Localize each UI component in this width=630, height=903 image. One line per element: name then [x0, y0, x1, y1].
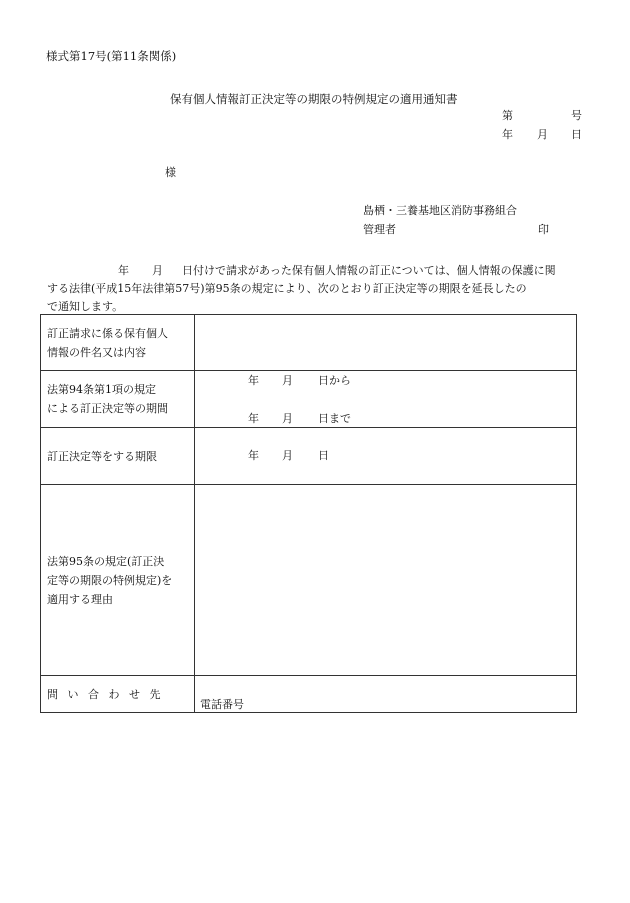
contact-label-char: 先 [149, 687, 161, 701]
subject-value[interactable] [195, 315, 577, 371]
subject-label-line-1: 訂正請求に係る保有個人 [47, 326, 168, 340]
contact-value[interactable] [195, 676, 577, 713]
addressee-honorific: 様 [165, 166, 176, 179]
period-to-month: 月 [282, 412, 293, 425]
notice-line-2: する法律(平成15年法律第57号)第95条の規定により、次のとおり訂正決定等の期限を延長したの [47, 282, 527, 295]
reason-label-line-2: 定等の期限の特例規定)を [47, 573, 173, 587]
notice-month: 月 [152, 264, 163, 277]
contact-label [41, 676, 195, 713]
period-from-month: 月 [282, 374, 293, 387]
notice-line-3: で通知します。 [47, 300, 124, 313]
reason-label-line-3: 適用する理由 [47, 592, 113, 606]
contact-label-char: せ [129, 687, 140, 701]
subject-label-line-2: 情報の件名又は内容 [47, 345, 146, 359]
table-row-reason [41, 485, 577, 676]
notice-table [40, 314, 577, 713]
sender-organization: 島栖・三養基地区消防事務組合 [363, 204, 517, 217]
deadline-year: 年 [248, 449, 259, 462]
period-from-year: 年 [248, 374, 259, 387]
period-from-day: 日から [318, 374, 351, 387]
deadline-label-text: 訂正決定等をする期限 [47, 449, 157, 463]
notice-body [47, 262, 587, 316]
deadline-day: 日 [318, 449, 329, 462]
contact-label-char: 問 [47, 687, 58, 701]
notice-line-1 [47, 262, 587, 280]
notice-year: 年 [118, 264, 129, 277]
deadline-value[interactable] [195, 428, 577, 485]
reason-label-line-1: 法第95条の規定(訂正決 [47, 554, 165, 568]
table-row-deadline [41, 428, 577, 485]
number-suffix: 号 [571, 109, 582, 122]
form-number: 様式第17号(第11条関係) [46, 49, 177, 63]
number-prefix: 第 [502, 109, 513, 122]
period-to-year: 年 [248, 412, 259, 425]
period-to-day: 日まで [318, 412, 351, 425]
contact-label-char: い [67, 687, 79, 701]
table-row-contact [41, 676, 577, 713]
period-label-line-1: 法第94条第1項の規定 [47, 383, 156, 396]
period-value[interactable] [195, 371, 577, 428]
period-label [41, 371, 195, 428]
table-row-subject [41, 315, 577, 371]
seal-mark: 印 [538, 223, 549, 236]
notice-line-1-rest: 日付けで請求があった保有個人情報の訂正については、個人情報の保護に関 [182, 264, 556, 277]
contact-label-char: 合 [88, 687, 99, 701]
deadline-label [41, 428, 195, 485]
period-label-line-2: による訂正決定等の期間 [47, 402, 168, 415]
contact-label-char: わ [108, 687, 120, 701]
date-month: 月 [537, 128, 548, 141]
table-row-period [41, 371, 577, 428]
document-title: 保有個人情報訂正決定等の期限の特例規定の適用通知書 [170, 92, 458, 106]
reason-value[interactable] [195, 485, 577, 676]
phone-number-label: 電話番号 [200, 698, 244, 711]
date-day: 日 [571, 128, 582, 141]
sender-manager: 管理者 [363, 223, 396, 236]
deadline-month: 月 [282, 449, 293, 462]
date-year: 年 [502, 128, 513, 141]
reason-label [41, 485, 195, 676]
subject-label [41, 315, 195, 371]
contact-label-text [47, 685, 194, 704]
